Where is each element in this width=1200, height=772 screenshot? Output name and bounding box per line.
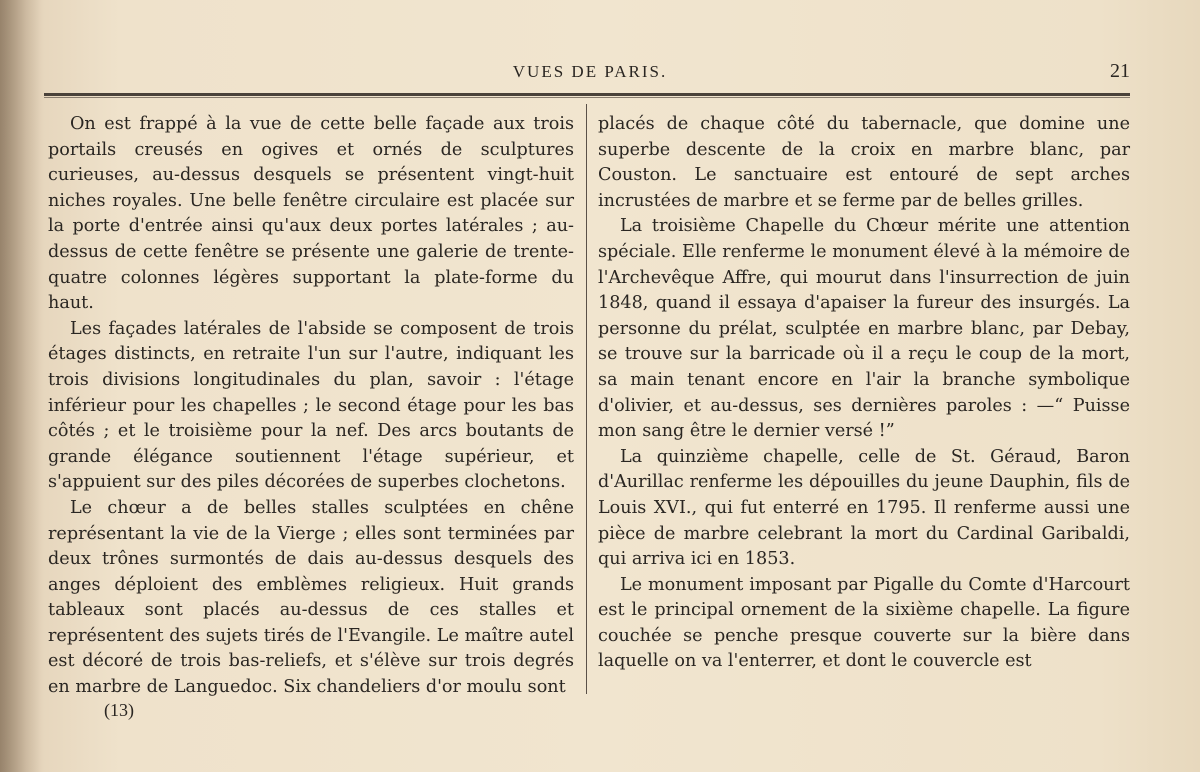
paragraph: Les façades latérales de l'abside se composent de trois étages distincts, en retraite l'un sur l'autre, indiquant les trois divisions longitudinales du plan, savoir : l'étage inférieur pour les chapelles ; le second étage pour les bas côtés ; et le troisième pour la nef. Des arcs boutants de grande élégance soutiennent l'étage supérieur, et s'appuient sur des piles décorées de superbes clochetons. xyxy=(48,318,574,493)
paragraph: Le monument imposant par Pigalle du Comte d'Harcourt est le principal ornement de la sixième chapelle. La figure couchée se penche presque couverte sur la bière dans laquelle on va l'enterrer, et dont le couvercle est xyxy=(598,574,1130,672)
signature-mark: (13) xyxy=(104,700,134,720)
right-column xyxy=(598,112,1130,675)
page-gutter-shadow xyxy=(0,0,44,772)
paragraph: placés de chaque côté du tabernacle, que domine une superbe descente de la croix en marbre blanc, par Couston. Le sanctuaire est entouré de sept arches incrustées de marbre et se ferme par de belles grilles. xyxy=(598,114,1130,211)
paragraph: La troisième Chapelle du Chœur mérite une attention spéciale. Elle renferme le monument élevé à la mémoire de l'Archevêque Affre, qui mourut dans l'insurrection de juin 1848, quand il essaya d'apaiser la fureur des insurgés. La personne du prélat, sculptée en marbre blanc, par Debay, se trouve sur la barricade où il a reçu le coup de la mort, sa main tenant encore en l'air la branche symbolique d'olivier, et au-dessus, ses dernières paroles : —“ Puisse mon sang être le dernier versé !” xyxy=(598,216,1130,442)
running-head xyxy=(40,58,1140,84)
paragraph: On est frappé à la vue de cette belle façade aux trois portails creusés en ogives et ornés de sculptures curieuses, au-dessus desquels se présentent vingt-huit niches royales. Une belle fenêtre circulaire est placée sur la porte d'entrée ainsi qu'aux deux portes latérales ; au-dessus de cette fenêtre se présente une galerie de trente-quatre colonnes légères supportant la plate-forme du haut. xyxy=(48,114,574,314)
page-number: 21 xyxy=(1110,60,1130,82)
page-title: VUES DE PARIS. xyxy=(512,62,668,81)
column-divider xyxy=(586,104,587,694)
left-column xyxy=(48,112,574,701)
header-rule-thin xyxy=(44,97,1130,98)
header-rule xyxy=(44,93,1130,96)
paragraph: La quinzième chapelle, celle de St. Géraud, Baron d'Aurillac renferme les dépouilles du jeune Dauphin, fils de Louis XVI., qui fut enterré en 1795. Il renferme aussi une pièce de marbre celebrant la mort du Cardinal Garibaldi, qui arriva ici en 1853. xyxy=(598,446,1130,570)
paragraph: Le chœur a de belles stalles sculptées en chêne représentant la vie de la Vierge ; elles sont terminées par deux trônes surmontés de dais au-dessus desquels des anges déploient des emblèmes religieux. Huit grands tableaux sont placés au-dessus de ces stalles et représentent des sujets tirés de l'Evangile. Le maître autel est décoré de trois bas-reliefs, et s'élève sur trois degrés en marbre de Languedoc. Six chandeliers d'or moulu sont xyxy=(48,497,574,698)
